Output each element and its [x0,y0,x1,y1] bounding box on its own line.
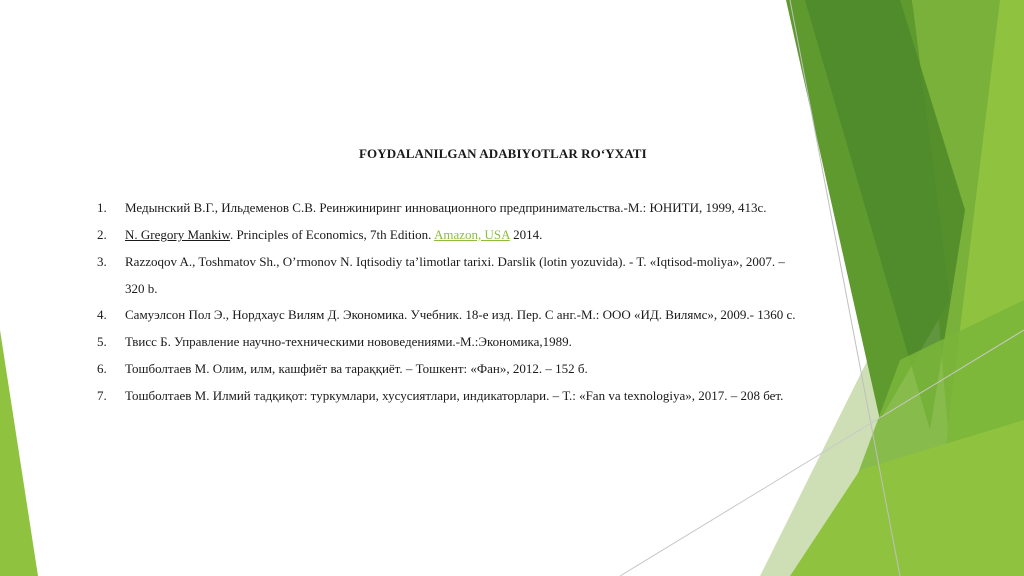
list-number: 5. [97,334,107,349]
list-number: 4. [97,307,107,322]
reference-year: 2014. [509,227,543,242]
reference-title: . Principles of Economics, 7th Edition. [229,227,434,242]
list-number: 2. [97,227,107,242]
list-number: 7. [97,388,107,403]
author-link[interactable]: N. Gregory Mankiw [125,227,230,242]
list-number: 6. [97,361,107,376]
reference-text [125,227,542,243]
reference-text: Razzoqov A., Toshmatov Sh., O’rmonov N. Iqtisodiy ta’limotlar tarixi. Darslik (lotin yozuvida). - T. «Iqtisod-moliya», 2007. – [125,254,785,269]
reference-text: Твисс Б. Управление научно-техническими нововедениями.-М.:Экономика,1989. [125,334,572,349]
reference-text: Самуэлсон Пол Э., Нордхаус Вилям Д. Экономика. Учебник. 18-е изд. Пер. С анг.-М.: ООО «ИД. Вилямс», 2009.- 1360 с. [125,307,796,322]
list-number: 3. [97,254,107,269]
list-number: 1. [97,200,107,215]
slide-title: FOYDALANILGAN ADABIYOTLAR RO‘YXATI [359,146,647,161]
left-green-sliver [0,330,38,576]
reference-text: Тошболтаев М. Илмий тадқиқот: туркумлари, хусусиятлари, индикаторлари. – Т.: «Fan va texnologiya», 2017. – 208 бет. [125,388,784,403]
reference-text: Медынский В.Г., Ильдеменов С.В. Реинжиниринг инновационного предпринимательства.-М.: ЮНИТИ, 1999, 413с. [125,200,767,215]
publisher-link[interactable]: Amazon, USA [433,227,510,242]
reference-text-continuation: 320 b. [125,281,158,296]
reference-text: Тошболтаев М. Олим, илм, кашфиёт ва тараққиёт. – Тошкент: «Фан», 2012. – 152 б. [125,361,588,376]
